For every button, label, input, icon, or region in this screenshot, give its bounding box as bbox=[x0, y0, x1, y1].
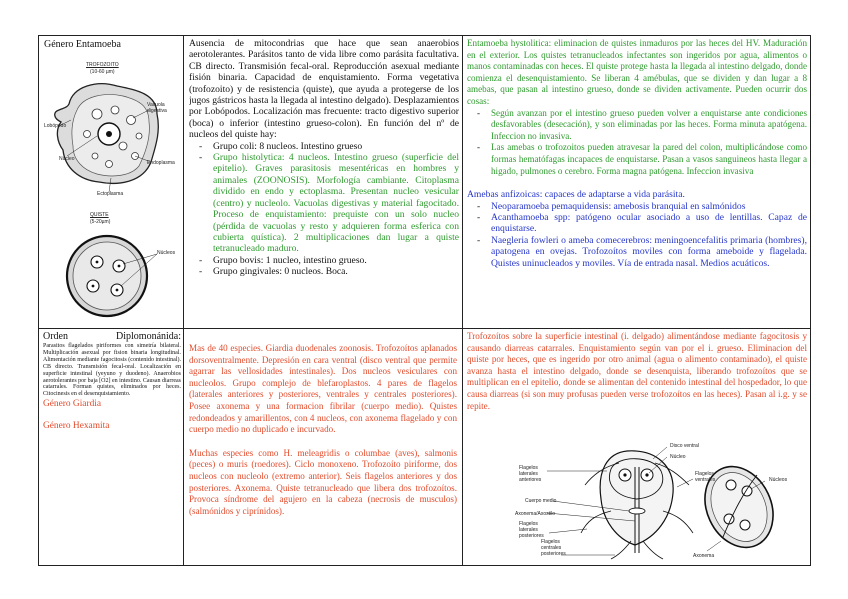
cyst-figure-title: QUISTE bbox=[90, 212, 109, 218]
anfizoica-naegleria: - Naegleria fowleri o ameba comecerebros: meningoencefalitis primaria (hombres), apatogena en ovejas. Trofozoítos moviles con forma ameboide y flagelada. Quistes uninucleados y moviles. Vía de entrada nasal. Medios acuáticos. bbox=[467, 235, 807, 269]
giardia-cycle-description: Trofozoítos sobre la superficie intestinal (i. delgado) alimentándose mediante fagocitosis y causando diarreas catarrales. Enquistamiento según van por el i. grueso. Eliminacion del quiste por heces, que es ingerido por otro animal (agua o alimento contaminado), el quiste avanza hasta el intestino delgado, donde se desenquista, liberando trofozoítos que se multiplican en el epitelio, donde se alimentan del contenido intestinal del hospedador, lo que causa diarreas (si son muy profusas pueden verse trofozoítos en las heces). Pasan al i.g. y se repite. bbox=[467, 331, 807, 411]
entamoeba-groups-list bbox=[189, 141, 459, 278]
label-flagelos-laterales-anteriores: Flagelos laterales anteriores bbox=[519, 465, 542, 483]
order-title: Orden Diplomonánida: bbox=[43, 331, 181, 342]
label-cuerpo-medio: Cuerpo medio bbox=[525, 498, 557, 504]
outcome-magna: - Las amebas o trofozoitos pueden atravesar la pared del colon, multiplicándose como formas hematófagas incapaces de enquistarse. Pasan a vasos sanguineos hasta llegar a higado, pulmones o cerebro. Forma magna patógena. Infeccion invasiva bbox=[467, 142, 807, 177]
genus-entamoeba-title: Género Entamoeba bbox=[44, 39, 121, 50]
label-nucleo-giardia: Núcleo bbox=[670, 454, 686, 460]
label-disco-ventral: Disco ventral bbox=[670, 443, 699, 449]
genus-hexamita-title: Género Hexamita bbox=[43, 421, 110, 432]
histolytica-intro: Entamoeba hystolitica: eliminacion de quistes inmaduros por las heces del HV. Maduración en el exterior. Los quistes tetranucleados infectantes son ingeridos por agua, alimentos o manos contaminadas con heces. El quiste protege hasta la llegada al intestino delgado, donde comienza el desenquistamiento. Se liberan 4 amébulas, que se dividen y dan lugar a 8 amebas, que pasan al intestino grueso, donde se dividen activamente. Pueden ocurrir dos cosas: bbox=[467, 38, 807, 106]
label-lobopodo: Lobópodo bbox=[44, 123, 67, 129]
label-endoplasma: Endoplasma bbox=[147, 160, 175, 166]
giardia-description: Mas de 40 especies. Giardia duodenales zoonosis. Trofozoítos aplanados dorsoventralmente. Depresión en cara ventral (disco ventral que permite agarrar las vellosidades intestinales). Dos nucleos vesiculares con nucleolos. Grupo complejo de blefaroplastos. 4 pares de flagelos (laterales anteriores y posteriores, ventrales y centrales posteriores). Posee axonema y una formacion fibrilar (cuerpo medio). Quistes redondeados y amarillentos, con 4 nucleos, con axonema flagelado y con cuerpo medio no duplicado e incurvado. bbox=[189, 343, 457, 435]
trophozoite-figure-title: TROFOZOITO bbox=[86, 62, 119, 68]
trophozoite-figure-size: (10-60 µm) bbox=[90, 69, 115, 75]
entamoeba-description-cell bbox=[189, 38, 459, 328]
group-histolytica: - Grupo histolytica: 4 nucleos. Intestino grueso (superficie del epitelio). Graves parasitosis mesentéricas en hombres y animales (ZOONOSIS). Morfología cambiante. Citoplasma dividido en endo y ectoplasma. Presentan nucleo vesicular (centro) y nucleolo. Vacuolas digestivas y material fagocitado. Proceso de enquistamiento: prequiste con un solo nucleo (pérdida de vacuolas y resto y adquieren forma esferica con cubierta quística). 2 multiplicaciones dan lugar a quiste tetranucleado maduro. bbox=[189, 152, 459, 255]
anfizoica-neoparamoeba: - Neoparamoeba pemaquidensis: amebosis branquial en salmónidos bbox=[467, 201, 807, 212]
outcome-minuta: - Según avanzan por el intestino grueso pueden volver a enquistarse ante condiciones desfavorables (desecación), y son eliminadas por las heces. Forma minuta apatógena. Infeccion no invasiva. bbox=[467, 108, 807, 143]
group-gingivales: - Grupo gingivales: 0 nucleos. Boca. bbox=[189, 266, 459, 277]
anfizoicas-intro: Amebas anfizoicas: capaces de adaptarse a vida parásita. bbox=[467, 189, 685, 201]
label-nucleos: Núcleos bbox=[157, 250, 176, 256]
column-divider-2 bbox=[462, 36, 463, 565]
label-axonema: Axonema bbox=[693, 553, 715, 559]
anfizoicas-list bbox=[467, 201, 807, 269]
label-flagelos-laterales-posteriores: Flagelos laterales posteriores bbox=[519, 521, 544, 539]
row-divider bbox=[39, 328, 810, 329]
label-vacuola-digestiva: Vacuola digestiva bbox=[147, 102, 167, 114]
histolytica-outcomes-list bbox=[467, 108, 807, 178]
diplomonadida-order-cell bbox=[43, 331, 181, 563]
trophozoite-diagram bbox=[39, 74, 183, 204]
giardia-trophozoite-body bbox=[600, 451, 673, 545]
group-bovis: - Grupo bovis: 1 nucleo, intestino grueso. bbox=[189, 255, 459, 266]
cyst-diagram bbox=[59, 226, 169, 326]
giardia-cycle-cell bbox=[467, 331, 807, 565]
giardia-hexamita-cell bbox=[189, 343, 457, 565]
order-description: Parasitos flagelados piriformes con simetría bilateral. Multiplicación asexual por fision binaria longitudinal. Alimentación mediante fagocitosis (contenido intestinal). CB directo. Transmisión fecal-oral. Localización en superficie intestinal (yeyuno y duodeno). Anaerobios aerotolerantes por baja [O2] en intestino. Causan diarreas catarrales. Forman quistes, eliminados por heces. Citocinesis en el desenquistamiento. bbox=[43, 343, 181, 398]
entamoeba-description: Ausencia de mitocondrias que hace que sean anaerobios aerotolerantes. Parásitos tanto de vida libre como parásita facultativa. CB directo. Transmisión fecal-oral. Reproducción asexual mediante fisión binaria. Capacidad de enquistamiento. Forma vegetativa (trofozoito) y de resistencia (quiste), que ayuda a protegerse de los jugos gástricos hasta la llegada al intestino delgado). Desplazamientos por Lobópodos. Localización mas frecuente: tracto digestivo superior (boca) o inferior (intestino grueso-colon). En función del nº de nucleos del quiste hay: bbox=[189, 38, 459, 141]
genus-giardia-title: Género Giardia bbox=[43, 399, 102, 410]
label-flagelos-ventrales: Flagelos ventrales bbox=[695, 471, 716, 483]
notes-table bbox=[38, 35, 811, 566]
anfizoica-acanthamoeba: - Acanthamoeba spp: patógeno ocular asociado a uso de lentillas. Capaz de enquistarse. bbox=[467, 212, 807, 235]
label-ectoplasma: Ectoplasma bbox=[97, 191, 124, 197]
column-divider-1 bbox=[183, 36, 184, 565]
hexamita-description: Muchas especies como H. meleagridis o columbae (aves), salmonis (peces) o muris (roedores). Ciclo monoxeno. Trofozoíto piriforme, dos nucleos con nucleolo (extremo anterior). Seis flagelos anteriores y dos posteriores. Axonema. Quiste tetranucleado que libera dos trofozoítos. Provoca síndrome del agujero en la cabeza (necrosis de musculos) (salmónidos y ciprínidos). bbox=[189, 447, 457, 516]
entamoeba-figure-cell bbox=[39, 36, 183, 328]
group-coli: - Grupo coli: 8 nucleos. Intestino grueso bbox=[189, 141, 459, 152]
histolytica-cell bbox=[467, 38, 807, 328]
label-axonema-axostilo: Axonema/Axostilo bbox=[515, 511, 556, 517]
label-nucleo: Núcleo bbox=[59, 156, 75, 162]
cyst-figure-size: (5-20µm) bbox=[90, 219, 111, 225]
label-nucleos-quiste: Núcleos bbox=[769, 477, 788, 483]
label-flagelos-centrales-posteriores: Flagelos centrales posteriores bbox=[541, 539, 566, 557]
